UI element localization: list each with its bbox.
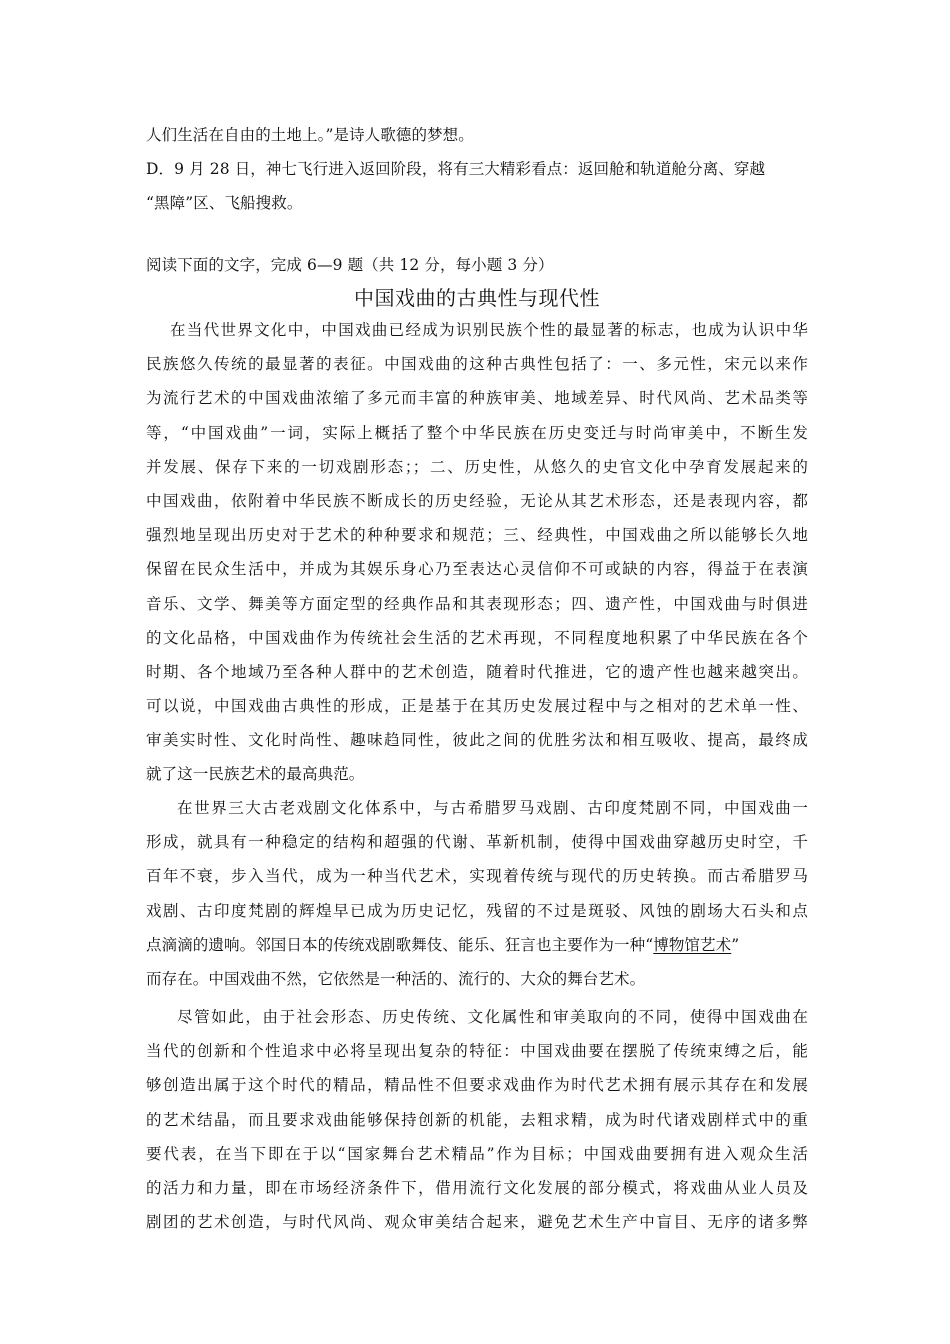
article-paragraph-1: [146, 313, 808, 792]
paragraph-line: 当代的创新和个性追求中必将呈现出复杂的特征：中国戏曲要在摆脱了传统束缚之后，能: [146, 1042, 808, 1061]
paragraph-line: 强烈地呈现出历史对于艺术的种种要求和规范；三、经典性，中国戏曲之所以能够长久地: [146, 526, 808, 545]
paragraph-line: 尽管如此，由于社会形态、历史传统、文化属性和审美取向的不同，使得中国戏曲在: [177, 1008, 808, 1026]
paragraph-line: 在世界三大古老戏剧文化体系中，与古希腊罗马戏剧、古印度梵剧不同，中国戏曲一: [177, 799, 808, 817]
paragraph-line: 的文化品格，中国戏曲作为传统社会生活的艺术再现，不同程度地积累了中华民族在各个: [146, 628, 808, 647]
article-title: 中国戏曲的古典性与现代性: [354, 286, 600, 310]
paragraph-line: 够创造出属于这个时代的精品，精品性不但要求戏曲作为时代艺术拥有展示其存在和发展: [146, 1076, 808, 1095]
article-paragraph-2: [146, 791, 808, 996]
reading-instruction: [146, 248, 808, 282]
paragraph-line: [146, 928, 808, 962]
paragraph-line: 剧团的艺术创造，与时代风尚、观众审美结合起来，避免艺术生产中盲目、无序的诸多弊: [146, 1213, 808, 1232]
option-d-line: D．9 月 28 日，神七飞行进入返回阶段，将有三大精彩看点：返回舱和轨道舱分离、穿越: [146, 160, 766, 179]
paragraph-line: 保留在民众生活中，并成为其娱乐身心乃至表达心灵信仰不可或缺的内容，得益于在表演: [146, 560, 808, 579]
paragraph-line: 的艺术结晶，而且要求戏曲能够保持创新的机能，去粗求精，成为时代诸戏剧样式中的重: [146, 1110, 808, 1129]
paragraph-line: 可以说，中国戏曲古典性的形成，正是基于在其历史发展过程中与之相对的艺术单一性、: [146, 697, 808, 716]
paragraph-line: 戏剧、古印度梵剧的辉煌早已成为历史记忆，残留的不过是斑驳、风蚀的剧场大石头和点: [146, 901, 808, 920]
paragraph-line: 在当代世界文化中，中国戏曲已经成为识别民族个性的最显著的标志，也成为认识中华: [170, 321, 808, 339]
closing-quote: ”: [731, 935, 740, 954]
instruction-text: 阅读下面的文字，完成 6—9 题（共 12 分，每小题 3 分）: [146, 256, 554, 274]
previous-question-options: [146, 118, 808, 221]
paragraph-line: 百年不衰，步入当代，成为一种当代艺术，实现着传统与现代的历史转换。而古希腊罗马: [146, 867, 808, 886]
paragraph-line: 民族悠久传统的最显著的表征。中国戏曲的这种古典性包括了：一、多元性，宋元以来作: [146, 355, 808, 374]
paragraph-line: 要代表，在当下即在于以“国家舞台艺术精品”作为目标；中国戏曲要拥有进入观众生活: [146, 1144, 808, 1163]
paragraph-line: 形成，就具有一种稳定的结构和超强的代谢、革新机制，使得中国戏曲穿越历史时空，千: [146, 833, 808, 852]
paragraph-line: 时期、各个地域乃至各种人群中的艺术创造，随着时代推进，它的遗产性也越来越突出。: [146, 662, 808, 681]
paragraph-line: 中国戏曲，依附着中华民族不断成长的历史经验，无论从其艺术形态，还是表现内容，都: [146, 491, 808, 510]
paragraph-line-text: 点滴滴的遗响。邻国日本的传统戏剧歌舞伎、能乐、狂言也主要作为一种“: [146, 935, 654, 954]
paragraph-line: 的活力和力量，即在市场经济条件下，借用流行文化发展的部分模式，将戏曲从业人员及: [146, 1178, 808, 1197]
paragraph-line: 音乐、文学、舞美等方面定型的经典作品和其表现形态；四、遗产性，中国戏曲与时俱进: [146, 594, 808, 613]
option-c-tail: 人们生活在自由的土地上。”是诗人歌德的梦想。: [146, 126, 474, 144]
option-d-line: “黑障”区、飞船搜救。: [146, 194, 303, 213]
paragraph-line: 等，“中国戏曲”一词，实际上概括了整个中华民族在历史变迁与时尚审美中，不断生发: [146, 423, 808, 442]
underlined-term: 博物馆艺术: [653, 935, 732, 954]
paragraph-line: 并发展、保存下来的一切戏剧形态；；二、历史性，从悠久的史官文化中孕育发展起来的: [146, 457, 808, 476]
paragraph-line: 而存在。中国戏曲不然，它依然是一种活的、流行的、大众的舞台艺术。: [146, 969, 646, 988]
article-paragraph-3: [146, 1000, 808, 1239]
paragraph-line: 就了这一民族艺术的最高典范。: [146, 765, 365, 784]
paragraph-line: 为流行艺术的中国戏曲浓缩了多元而丰富的种族审美、地域差异、时代风尚、艺术品类等: [146, 389, 808, 408]
paragraph-line: 审美实时性、文化时尚性、趣味趋同性，彼此之间的优胜劣汰和相互吸收、提高，最终成: [146, 731, 808, 750]
